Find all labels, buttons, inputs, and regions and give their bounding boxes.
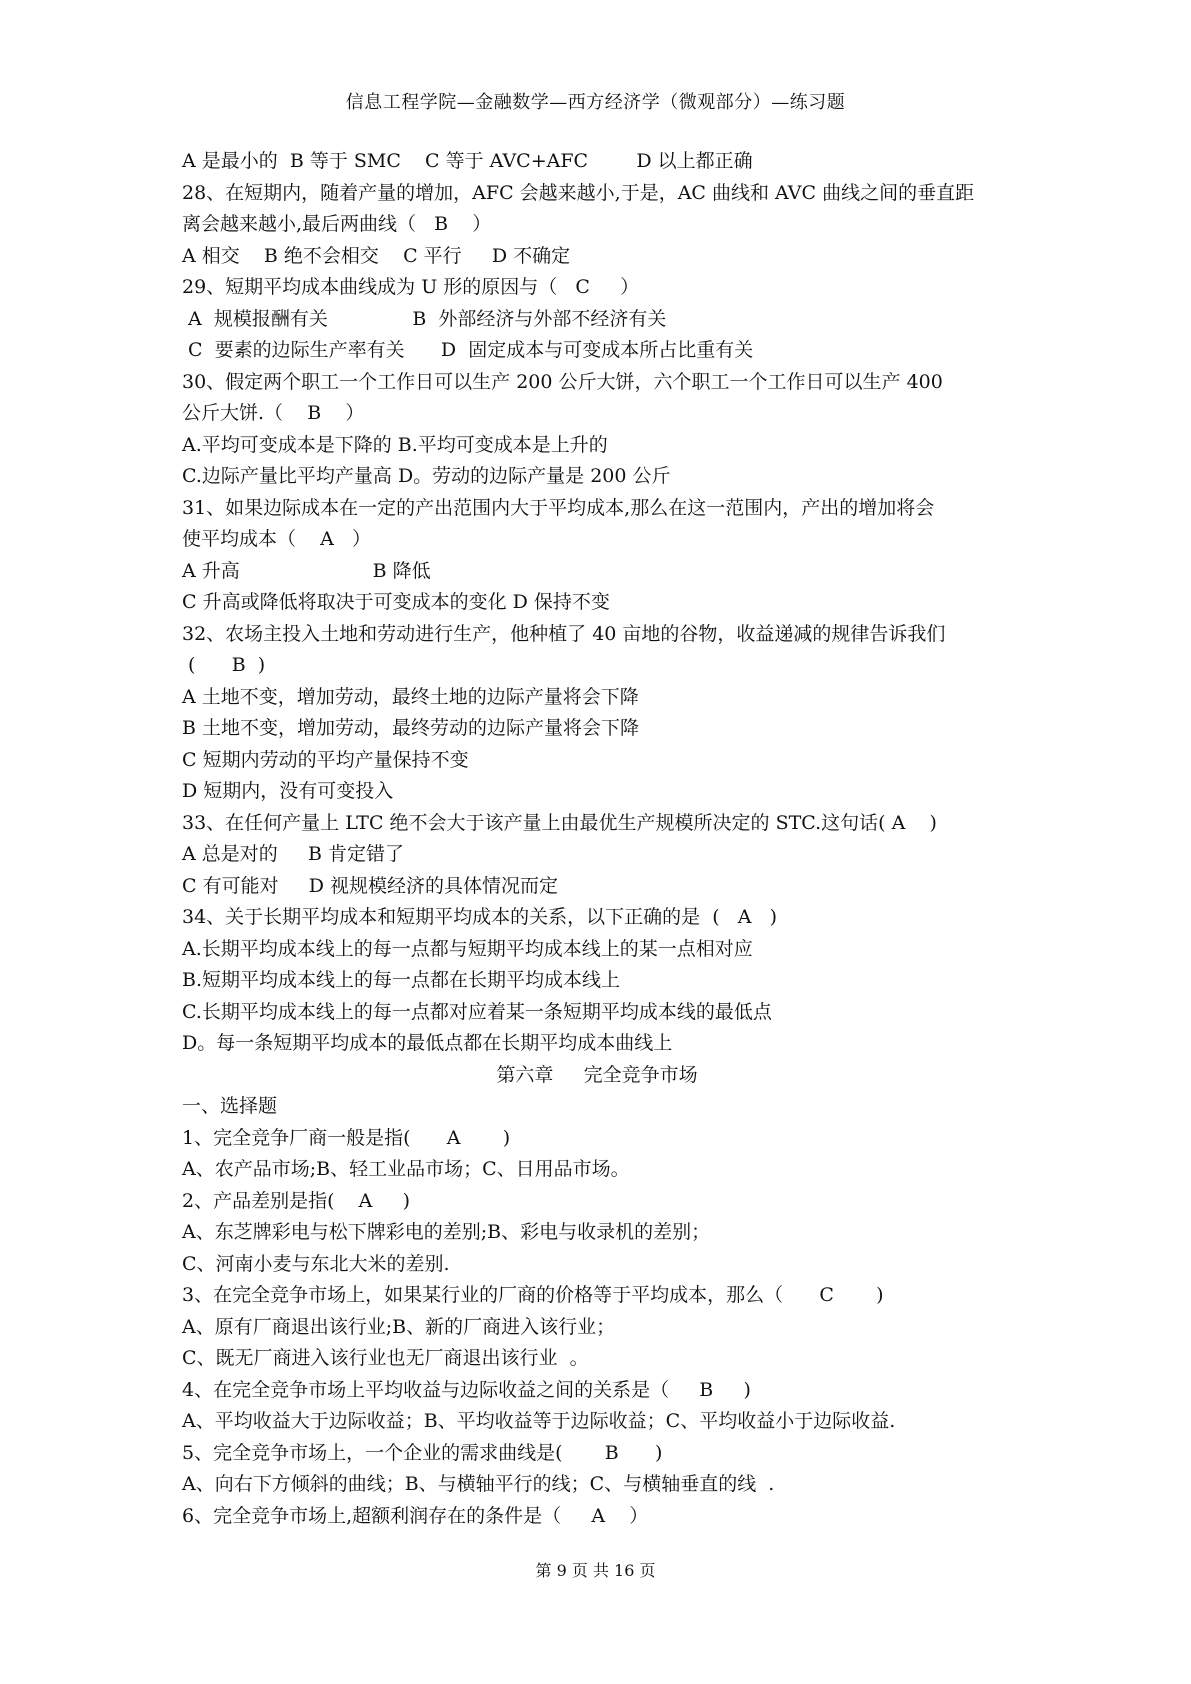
text-line: C 短期内劳动的平均产量保持不变 — [182, 748, 469, 771]
question-30: 30、假定两个职工一个工作日可以生产 200 公斤大饼，六个职工一个工作日可以生产 400 — [182, 370, 943, 393]
question-31: 31、如果边际成本在一定的产出范围内大于平均成本,那么在这一范围内，产出的增加将会 — [182, 496, 935, 519]
text-line: ( B ) — [182, 654, 266, 676]
text-line: 离会越来越小,最后两曲线（ B ） — [182, 213, 492, 235]
text-line: B.短期平均成本线上的每一点都在长期平均成本线上 — [182, 969, 621, 991]
question-2: 2、产品差别是指( A ) — [182, 1189, 410, 1212]
text-line: D。每一条短期平均成本的最低点都在长期平均成本曲线上 — [182, 1032, 673, 1054]
text-line: A、向右下方倾斜的曲线；B、与横轴平行的线；C、与横轴垂直的线 . — [182, 1473, 775, 1495]
text-line: A、原有厂商退出该行业;B、新的厂商进入该行业； — [182, 1315, 616, 1338]
text-line: A、农产品市场;B、轻工业品市场；C、日用品市场。 — [182, 1158, 630, 1180]
text-line: A.长期平均成本线上的每一点都与短期平均成本线上的某一点相对应 — [182, 937, 753, 960]
text-line: A 规模报酬有关 B 外部经济与外部不经济有关 — [182, 307, 667, 330]
question-5: 5、完全竞争市场上，一个企业的需求曲线是( B ) — [182, 1441, 663, 1464]
text-line: C 要素的边际生产率有关 D 固定成本与可变成本所占比重有关 — [182, 339, 754, 361]
text-line: 公斤大饼.（ B ） — [182, 402, 365, 424]
document-header: 信息工程学院—金融数学—西方经济学（微观部分）—练习题 — [345, 92, 846, 113]
question-6: 6、完全竞争市场上,超额利润存在的条件是（ A ） — [182, 1504, 649, 1527]
text-line: B 土地不变，增加劳动，最终劳动的边际产量将会下降 — [182, 717, 640, 739]
question-29: 29、短期平均成本曲线成为 U 形的原因与（ C ） — [182, 276, 640, 298]
question-4: 4、在完全竞争市场上平均收益与边际收益之间的关系是（ B ) — [182, 1378, 751, 1401]
text-line: A、东芝牌彩电与松下牌彩电的差别;B、彩电与收录机的差别； — [182, 1221, 711, 1243]
question-3: 3、在完全竞争市场上，如果某行业的厂商的价格等于平均成本，那么（ C ) — [182, 1284, 884, 1306]
text-line: A.平均可变成本是下降的 B.平均可变成本是上升的 — [182, 433, 608, 456]
page-number: 第 9 页 共 16 页 — [535, 1561, 656, 1580]
text-line: C.长期平均成本线上的每一点都对应着某一条短期平均成本线的最低点 — [182, 1000, 772, 1023]
document-body — [182, 146, 1042, 1532]
text-line: A 土地不变，增加劳动，最终土地的边际产量将会下降 — [182, 685, 639, 708]
text-line: A 相交 B 绝不会相交 C 平行 D 不确定 — [182, 244, 571, 267]
text-line: C.边际产量比平均产量高 D。劳动的边际产量是 200 公斤 — [182, 465, 671, 487]
text-line: A 总是对的 B 肯定错了 — [182, 843, 404, 865]
question-32: 32、农场主投入土地和劳动进行生产，他种植了 40 亩地的谷物，收益递减的规律告诉我们 — [182, 622, 946, 645]
section-heading: 一、选择题 — [182, 1095, 278, 1117]
text-line: C、河南小麦与东北大米的差别. — [182, 1252, 450, 1275]
chapter-title: 第六章 完全竞争市场 — [496, 1063, 698, 1086]
text-line: C、既无厂商进入该行业也无厂商退出该行业 。 — [182, 1347, 589, 1369]
text-line: D 短期内，没有可变投入 — [182, 780, 394, 802]
text-line: A 是最小的 B 等于 SMC C 等于 AVC+AFC D 以上都正确 — [182, 150, 753, 172]
question-28: 28、在短期内，随着产量的增加，AFC 会越来越小,于是，AC 曲线和 AVC 曲线之间的垂直距 — [182, 181, 975, 204]
question-1: 1、完全竞争厂商一般是指( A ) — [182, 1126, 511, 1149]
question-33: 33、在任何产量上 LTC 绝不会大于该产量上由最优生产规模所决定的 STC.这句话( A ) — [182, 811, 937, 834]
text-line: A、平均收益大于边际收益；B、平均收益等于边际收益；C、平均收益小于边际收益. — [182, 1410, 896, 1432]
text-line: C 升高或降低将取决于可变成本的变化 D 保持不变 — [182, 591, 610, 613]
text-line: C 有可能对 D 视规模经济的具体情况而定 — [182, 874, 559, 897]
text-line: A 升高 B 降低 — [182, 559, 431, 582]
question-34: 34、关于长期平均成本和短期平均成本的关系，以下正确的是 ( A ) — [182, 906, 778, 928]
text-line: 使平均成本（ A ） — [182, 528, 371, 550]
